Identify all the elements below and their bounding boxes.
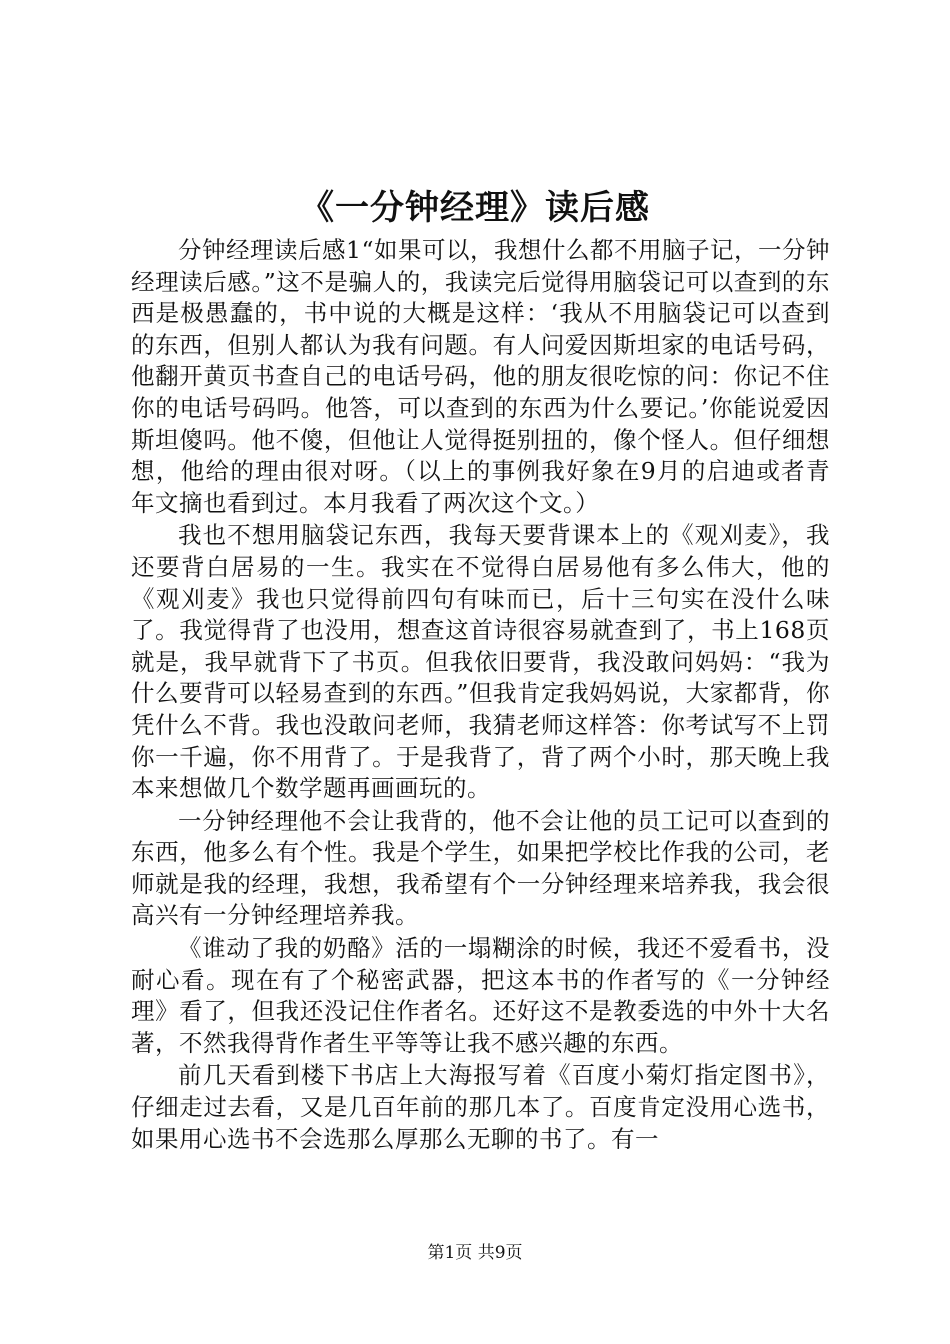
paragraph-2: 我也不想用脑袋记东西，我每天要背课本上的《观刈麦》，我还要背白居易的一生。我实在不觉得白居易他有多么伟大，他的《观刈麦》我也只觉得前四句有味而已，后十三句实在没什么味了。我觉得背了也没用，想查这首诗很容易就查到了，书上168页就是，我早就背下了书页。但我依旧要背，我没敢问妈妈：“我为什么要背可以轻易查到的东西。”但我肯定我妈妈说，大家都背，你凭什么不背。我也没敢问老师，我猜老师这样答：你考试写不上罚你一千遍，你不用背了。于是我背了，背了两个小时，那天晚上我本来想做几个数学题再画画玩的。 xyxy=(131,521,830,803)
paragraph-5: 前几天看到楼下书店上大海报写着《百度小菊灯指定图书》，仔细走过去看，又是几百年前的那几本了。百度肯定没用心选书，如果用心选书不会选那么厚那么无聊的书了。有一 xyxy=(131,1061,830,1153)
document-title: 《一分钟经理》读后感 xyxy=(300,188,650,228)
paragraph-4: 《谁动了我的奶酪》活的一塌糊涂的时候，我还不爱看书，没耐心看。现在有了个秘密武器，把这本书的作者写的《一分钟经理》看了，但我还没记住作者名。还好这不是教委选的中外十大名著，不然我得背作者生平等等让我不感兴趣的东西。 xyxy=(131,934,830,1057)
page-footer: 第1页 共9页 xyxy=(427,1243,523,1263)
document-body xyxy=(131,235,830,1156)
paragraph-3: 一分钟经理他不会让我背的，他不会让他的员工记可以查到的东西，他多么有个性。我是个学生，如果把学校比作我的公司，老师就是我的经理，我想，我希望有个一分钟经理来培养我，我会很高兴有一分钟经理培养我。 xyxy=(131,806,830,930)
paragraph-1: 分钟经理读后感1“如果可以，我想什么都不用脑子记，一分钟经理读后感。”这不是骗人的，我读完后觉得用脑袋记可以查到的东西是极愚蠢的，书中说的大概是这样：‘我从不用脑袋记可以查到的东西，但别人都认为我有问题。有人问爱因斯坦家的电话号码，他翻开黄页书查自己的电话号码，他的朋友很吃惊的问：你记不住你的电话号码吗。他答，可以查到的东西为什么要记。’你能说爱因斯坦傻吗。他不傻，但他让人觉得挺别扭的，像个怪人。但仔细想想，他给的理由很对呀。（以上的事例我好象在9月的启迪或者青年文摘也看到过。本月我看了两次这个文。） xyxy=(131,236,830,517)
